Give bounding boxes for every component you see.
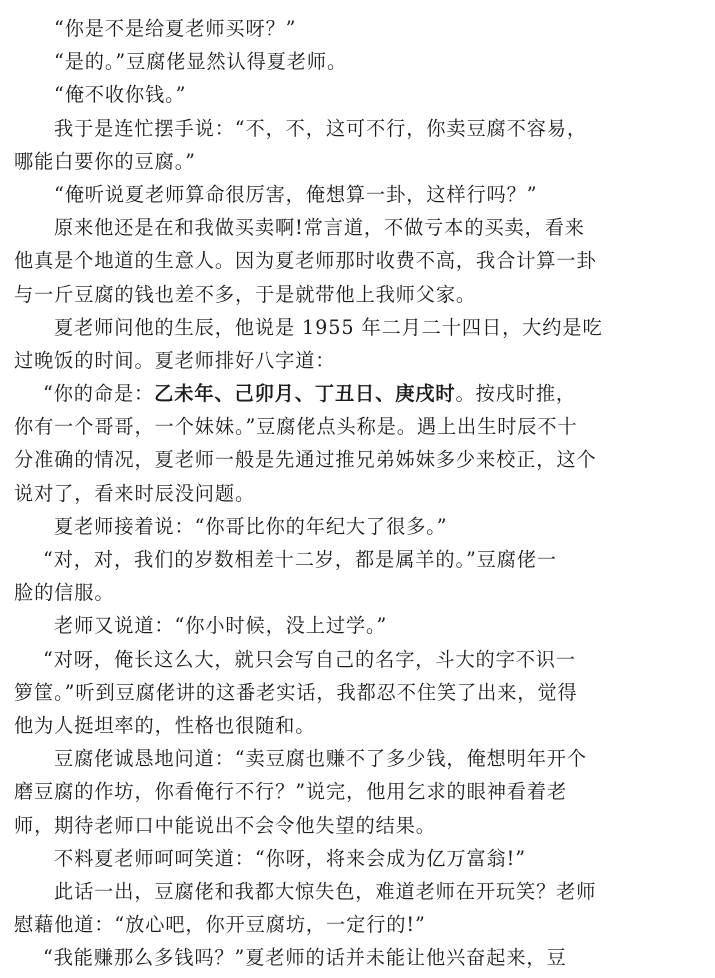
- text-segment: 箩筐。”听到豆腐佬讲的这番老实话，我都忍不住笑了出来，觉得: [14, 680, 578, 704]
- text-line: [14, 45, 704, 78]
- text-line: [14, 609, 704, 642]
- text-line: [14, 443, 704, 476]
- book-page: [14, 12, 704, 974]
- text-line: [14, 908, 704, 941]
- text-line: [14, 112, 704, 145]
- text-segment: 磨豆腐的作坊，你看俺行不行？”说完，他用乞求的眼神看着老: [14, 780, 568, 804]
- text-segment: 师，期待老师口中能说出不会令他失望的结果。: [14, 813, 436, 837]
- text-segment: 与一斤豆腐的钱也差不多，于是就带他上我师父家。: [14, 282, 477, 306]
- text-segment: 此话一出，豆腐佬和我都大惊失色，难道老师在开玩笑？老师: [54, 879, 597, 903]
- text-segment: 说对了，看来时辰没问题。: [14, 481, 256, 505]
- text-line: [14, 311, 704, 344]
- text-segment: 原来他还是在和我做买卖啊!常言道，不做亏本的买卖，看来: [54, 216, 585, 240]
- text-segment: “你的命是：: [43, 382, 155, 406]
- text-segment: 分准确的情况，夏老师一般是先通过推兄弟姊妹多少来校正，这个: [14, 448, 597, 472]
- text-segment: “俺听说夏老师算命很厉害，俺想算一卦，这样行吗？”: [54, 182, 538, 206]
- text-line: [14, 676, 704, 709]
- text-segment: “对呀，俺长这么大，就只会写自己的名字，斗大的字不识一: [43, 647, 576, 671]
- text-line: [14, 543, 704, 576]
- text-line: [14, 344, 704, 377]
- text-line: [14, 12, 704, 45]
- text-line: [14, 775, 704, 808]
- text-line: [14, 278, 704, 311]
- text-segment: 脸的信服。: [14, 581, 115, 605]
- text-segment: 他为人挺坦率的，性格也很随和。: [14, 713, 316, 737]
- text-line: [14, 709, 704, 742]
- text-line: [14, 211, 704, 244]
- text-line: [14, 742, 704, 775]
- text-segment: 我于是连忙摆手说：“不，不，这可不行，你卖豆腐不容易，: [54, 116, 587, 140]
- text-line: [14, 178, 704, 211]
- text-segment: 豆腐佬诚恳地问道：“卖豆腐也赚不了多少钱，俺想明年开个: [54, 747, 587, 771]
- text-segment: “我能赚那么多钱吗？”夏老师的话并未能让他兴奋起来，豆: [43, 946, 567, 970]
- text-segment: “是的。”豆腐佬显然认得夏老师。: [54, 50, 348, 74]
- text-segment: 哪能白要你的豆腐。”: [14, 149, 196, 173]
- text-segment: 他真是个地道的生意人。因为夏老师那时收费不高，我合计算一卦: [14, 249, 597, 273]
- text-segment: 夏老师问他的生辰，他说是 1955 年二月二十四日，大约是吃: [54, 315, 603, 339]
- text-segment: 过晚饭的时间。夏老师排好八字道：: [14, 348, 336, 372]
- text-line: [14, 941, 704, 974]
- text-line: [14, 875, 704, 908]
- text-segment: 夏老师接着说：“你哥比你的年纪大了很多。”: [54, 514, 448, 538]
- text-line: [14, 410, 704, 443]
- text-line: [14, 377, 704, 410]
- text-segment: 。按戌时推，: [455, 382, 576, 406]
- text-segment: 慰藉他道：“放心吧，你开豆腐坊，一定行的!”: [14, 913, 426, 937]
- text-line: [14, 842, 704, 875]
- text-segment: “你是不是给夏老师买呀？”: [54, 17, 297, 40]
- text-line: [14, 809, 704, 842]
- text-line: [14, 477, 704, 510]
- text-segment: 你有一个哥哥，一个妹妹。”豆腐佬点头称是。遇上出生时辰不十: [14, 415, 578, 439]
- text-segment: “俺不收你钱。”: [54, 83, 187, 107]
- text-line: [14, 78, 704, 111]
- text-line: [14, 145, 704, 178]
- text-segment: 不料夏老师呵呵笑道：“你呀，将来会成为亿万富翁!”: [54, 846, 526, 870]
- text-line: [14, 643, 704, 676]
- bold-text-segment: 乙未年、己卯月、丁丑日、庚戌时: [154, 382, 456, 406]
- text-segment: “对，对，我们的岁数相差十二岁，都是属羊的。”豆腐佬一: [43, 548, 558, 571]
- text-line: [14, 244, 704, 277]
- text-line: [14, 510, 704, 543]
- text-line: [14, 576, 704, 609]
- text-segment: 老师又说道：“你小时候，没上过学。”: [54, 614, 388, 638]
